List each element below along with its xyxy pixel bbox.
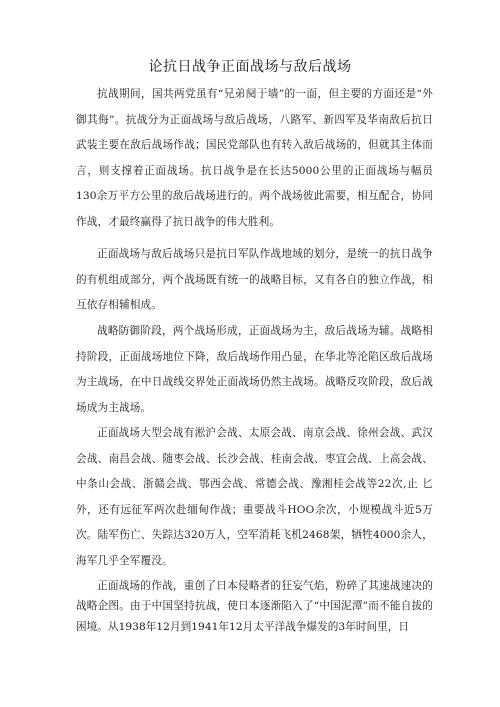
- paragraph-2: 正面战场与敌后战场只是抗日军队作战地域的划分，是统一的抗日战争的有机组成部分，两个战场既有统一的战略目标，又有各自的独立作战，相互依存相辅相成。: [76, 248, 433, 312]
- paragraph-5: 正面战场的作战，重创了日本侵略者的狂妄气焰，粉碎了其速战速决的战略企图。由于中国坚持抗战，使日本逐渐陷入了“中国泥潭”而不能自拔的困境。从1938年12月到1941年12月太平洋战争爆发的3年时间里，日: [76, 580, 433, 633]
- paragraph-4: 正面战场大型会战有淞沪会战、太原会战、南京会战、徐州会战、武汉会战、南昌会战、随枣会战、长沙会战、桂南会战、枣宜会战、上高会战、中条山会战、浙赣会战、鄂西会战、常德会战、豫湘桂会战等22次,止 匕外，还有远征军两次赴缅甸作战；重要战斗HOO余次，小规模战斗近5万次。陆军伤亡、失踪达320万人，空军消耗飞机2468架，牺牲4000余人，海军几乎全军覆没。: [76, 427, 433, 567]
- document-title: 论抗日战争正面战场与敌后战场: [148, 59, 352, 75]
- paragraph-3: 战略防御阶段，两个战场形成，正面战场为主，敌后战场为辅。战略相持阶段，正面战场地位下降，敌后战场作用凸显，在华北等沦陷区敌后战场为主战场，在中日战线交界处正面战场仍然主战场。战略反攻阶段，敌后战场成为主战场。: [76, 325, 433, 414]
- paragraph-1: 抗战期间，国共两党虽有“兄弟阋于墙”的一面，但主要的方面还是“外御其侮”。抗战分为正面战场与敌后战场，八路军、新四军及华南敌后抗日武装主要在敌后战场作战；国民党部队也有转入敌后战场的，但就其主体而言，则支撑着正面战场。抗日战争是在长达5000公里的正面战场与幅员130余万平方公里的敌后战场进行的。两个战场彼此需要，相互配合，协同作战，才最终赢得了抗日战争的伟大胜利。: [76, 88, 433, 228]
